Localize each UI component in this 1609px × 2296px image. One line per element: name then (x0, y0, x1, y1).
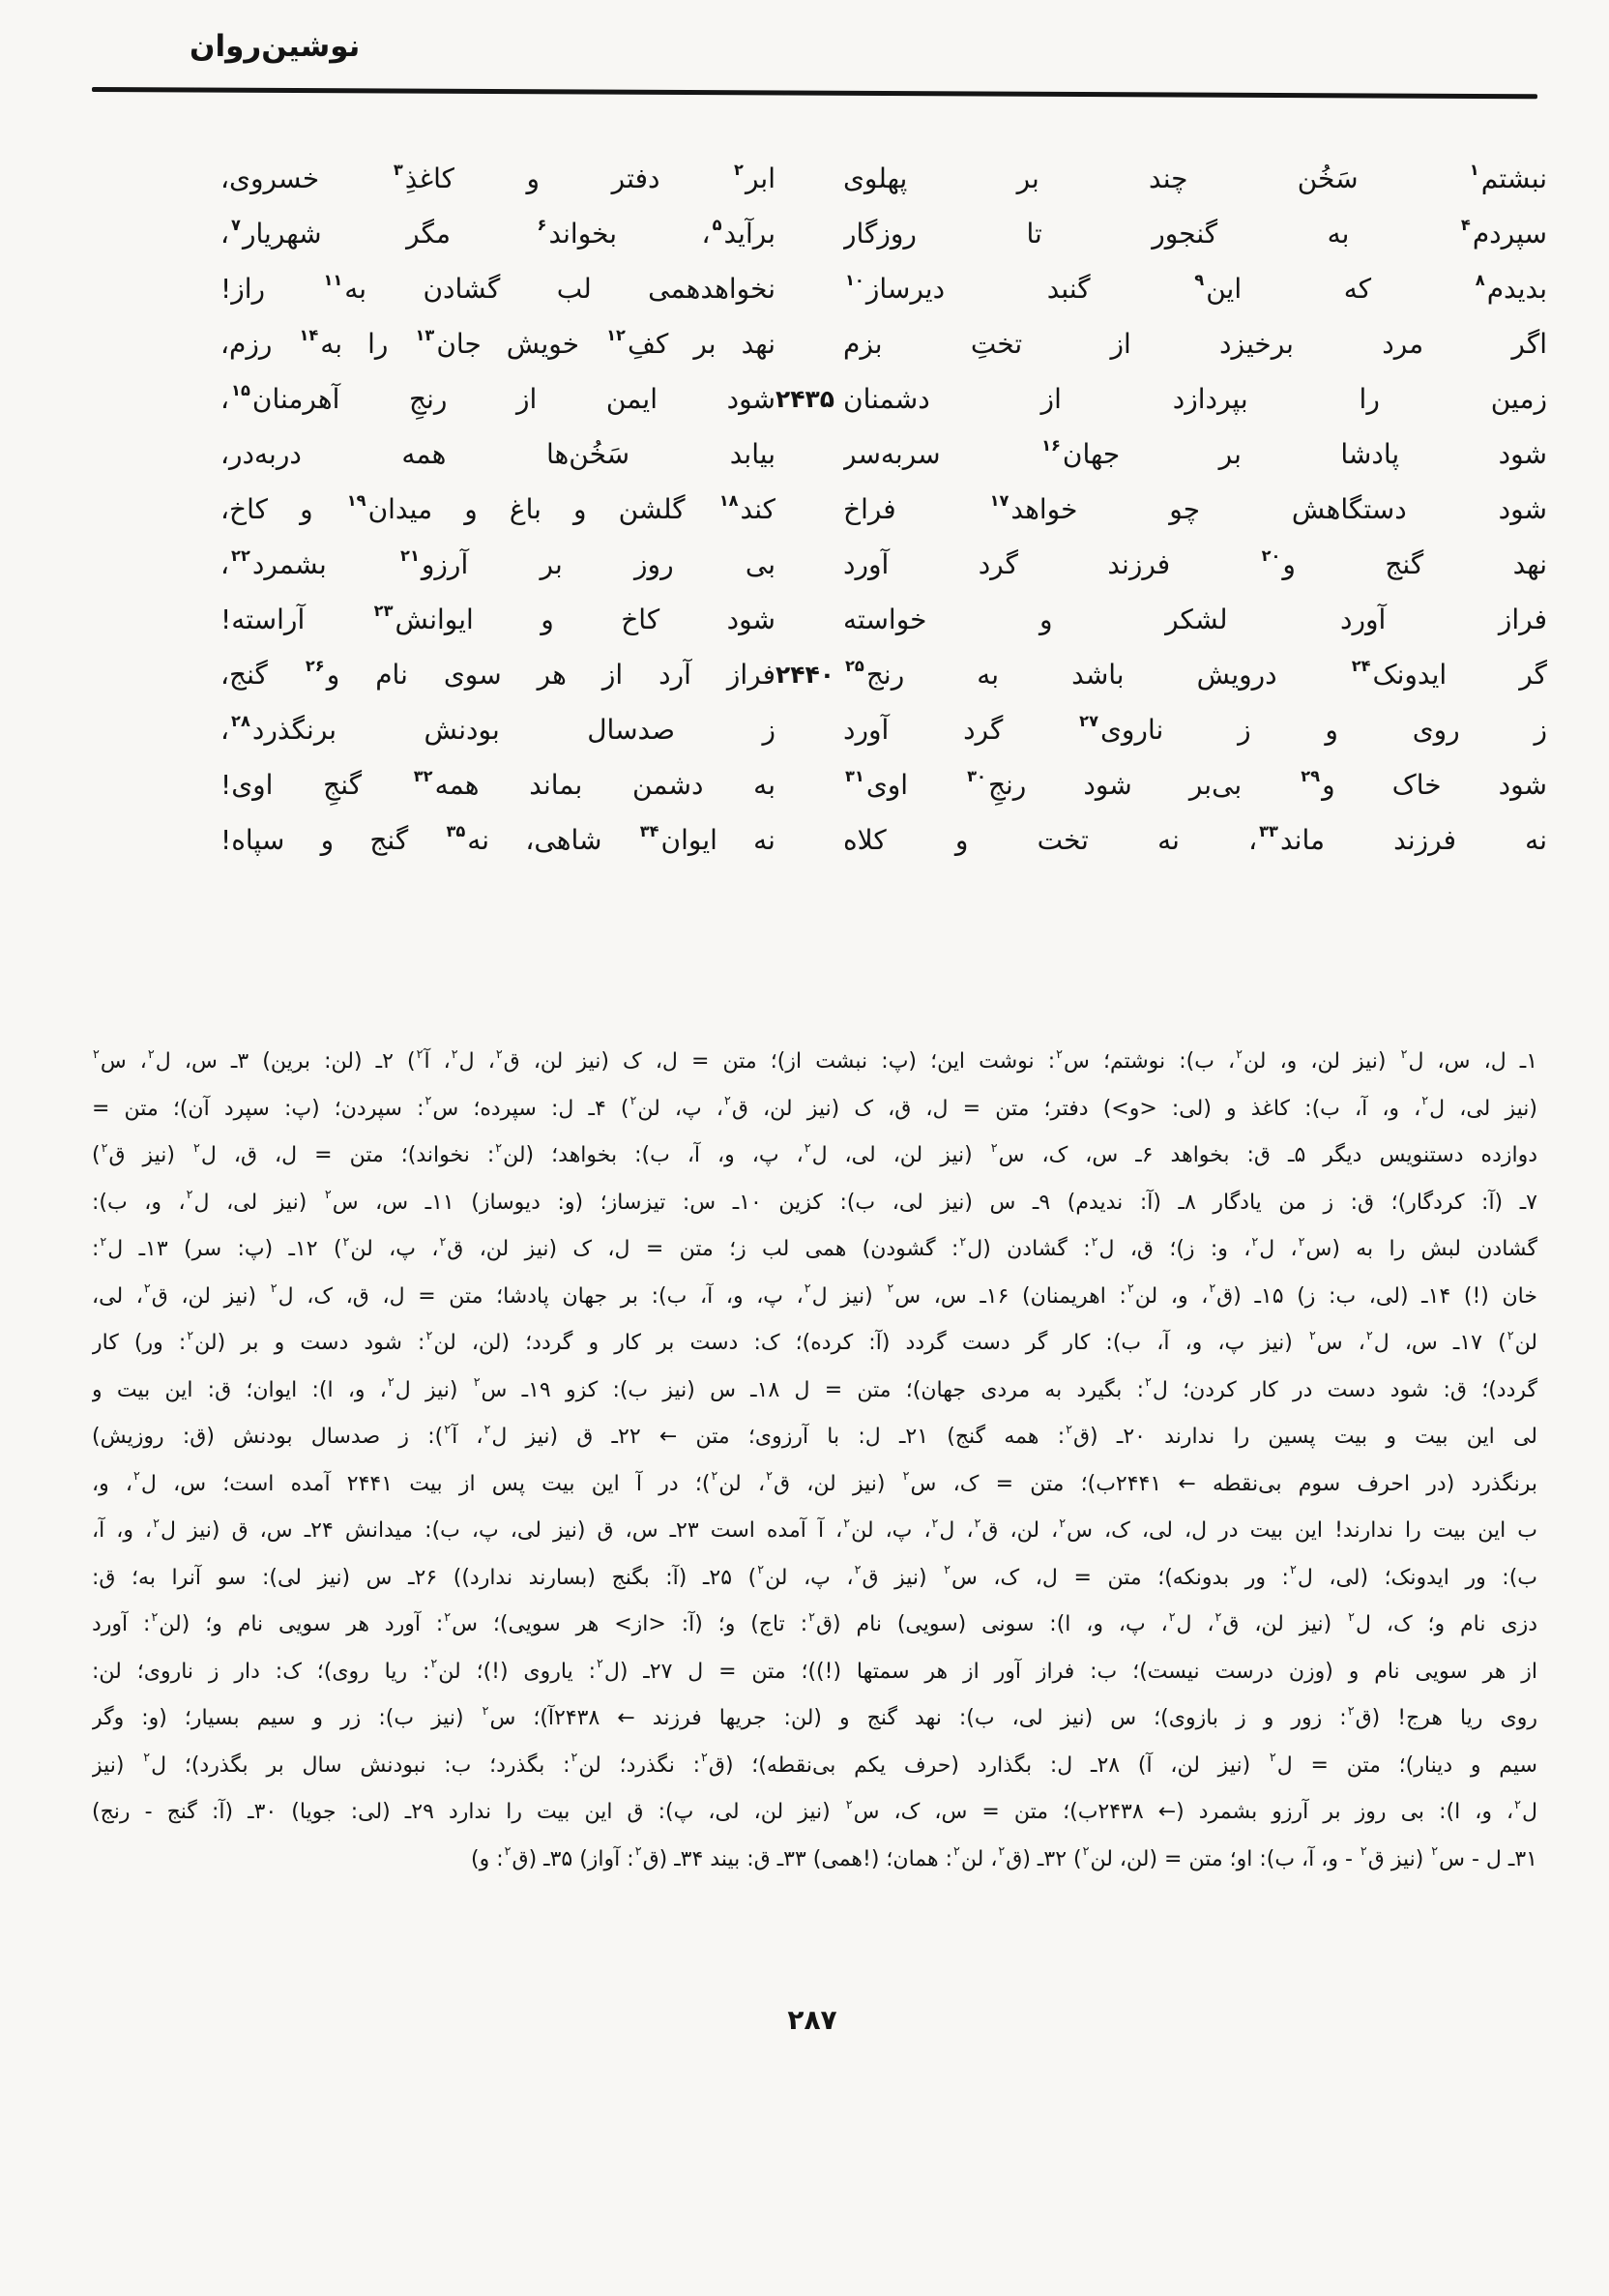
footnote-marker: ۲ (701, 1751, 708, 1766)
hemistich-second: فراز آرد از هر سوی نام و$^{۲۶}$ گنج، (220, 657, 775, 691)
footnote-marker: ۱۱ (323, 271, 343, 290)
footnote-marker: ۳۴ (639, 822, 659, 841)
footnote-marker: ۲ (723, 1094, 731, 1109)
footnote-marker: ۳۳ (1259, 822, 1278, 841)
footnote-marker: ۲ (425, 1328, 433, 1343)
footnote-marker: ۲۹ (1301, 767, 1321, 786)
footnote-marker: ۲ (974, 1516, 981, 1531)
footnote-marker: ۵ (712, 216, 722, 235)
footnote-marker: ۲ (944, 1563, 951, 1578)
footnote-marker: ۲ (845, 1797, 853, 1812)
apparatus-line: ۳۱ـ ل - س$^۲$ (نیز ق$^۲$ - و، آ، ب): او؛ متن = (لن، لن$^۲$) ۳۲ـ (ق$^۲$، لن$^۲$: همان؛ (!همی) ۳۳ـ ق: بیند ۳۴ـ (ق$^۲$: آواز) ۳۵ـ (ق$^۲$: و) (471, 1844, 1537, 1871)
footnote-marker: ۷ (231, 216, 241, 235)
footnote-marker: ۲ (1347, 1703, 1355, 1719)
footnote-marker: ۲ (953, 1844, 960, 1860)
footnote-marker: ۲ (597, 1657, 603, 1672)
footnote-marker: ۲۶ (305, 657, 325, 676)
footnote-marker: ۲ (1066, 1422, 1072, 1437)
hemistich-second: ابر$^۲$ دفتر و کاغذِ$^۳$ خسروی، (220, 161, 775, 194)
footnote-marker: ۲ (1431, 1844, 1439, 1860)
apparatus-line: ب این بیت را ندارند! این بیت در ل، لی، ک، س$^۲$، لن، ق$^۲$، ل$^۲$، پ، لن$^۲$، آ آمده است ۲۳ـ س، ق (نیز لی، پ، ب): میدانش ۲۴ـ س، ق (نیز ل$^۲$، و، آ، (92, 1516, 1537, 1543)
footnote-marker: ۱۸ (718, 491, 739, 511)
hemistich-second: برآید$^۵$، بخواند$^۶$ مگر شهریار$^۷$، (220, 216, 775, 250)
hemistich-first: شود پادشا بر جهان$^{۱۶}$ سربه‌سر (843, 436, 1547, 470)
footnote-marker: ۲ (1298, 1234, 1305, 1250)
hemistich-second: نه ایوان$^{۳۴}$ شاهی، نه$^{۳۵}$ گنج و سپاه! (220, 822, 775, 856)
footnote-marker: ۲ (504, 1844, 512, 1860)
footnote-marker: ۲ (804, 1140, 811, 1156)
apparatus-line: ۱ـ ل، س، ل$^۲$ (نیز لن، و، لن$^۲$، ب): نوشتم؛ س$^۲$: نوشت این؛ (پ: نبشت از)؛ متن = ل، ک (نیز لن، ق$^۲$، ل$^۲$، آ$^۲$) ۲ـ (لن: برین) ۳ـ س، ل$^۲$، س$^۲$ (93, 1046, 1537, 1074)
apparatus-line: برنگذرد (در احرف سوم بی‌نقطه ← ۲۴۴۱ب)؛ متن = ک، س$^۲$ (نیز لن، ق$^۲$، لن$^۲$)؛ در آ این بیت پس از بیت ۲۴۴۱ آمده است؛ س، ل$^۲$، و، (92, 1469, 1537, 1496)
footnote-marker: ۲ (570, 1751, 578, 1766)
footnote-marker: ۲ (959, 1234, 967, 1250)
footnote-marker: ۲ (1400, 1046, 1408, 1062)
hemistich-first: سپردم$^۴$ به گنجور تا روزگار (843, 216, 1547, 250)
footnote-marker: ۲ (270, 1281, 278, 1297)
header-rule (92, 87, 1537, 99)
running-title: نوشین‌روان (190, 29, 361, 64)
footnote-marker: ۶ (537, 216, 547, 235)
verse-row (220, 206, 1547, 261)
footnote-marker: ۲ (100, 1234, 107, 1250)
footnote-marker: ۲ (990, 1140, 998, 1156)
apparatus-line: گردد)؛ ق: شود دست در کار کردن؛ ل$^۲$: بگیرد به مردی جهان)؛ متن = ل ۱۸ـ س (نیز ب): کزو ۱۹ـ س$^۲$ (نیز ل$^۲$، و، ا): ایوان؛ ق: این بیت و (92, 1375, 1537, 1402)
footnote-marker: ۳ (393, 161, 403, 180)
verse-row (220, 482, 1547, 537)
verse-row (220, 702, 1547, 757)
footnote-marker: ۹ (1194, 271, 1205, 290)
footnote-marker: ۲ (416, 1046, 424, 1062)
footnote-marker: ۱۹ (346, 491, 366, 511)
footnote-marker: ۲ (1251, 1234, 1259, 1250)
hemistich-second: بیابد سَخُن‌ها همه دربه‌در، (220, 438, 775, 470)
verse-row (220, 261, 1547, 316)
hemistich-second: بی روز بر آرزو$^{۲۱}$ بشمرد$^{۲۲}$، (220, 546, 775, 580)
hemistich-second: شود کاخ و ایوانش$^{۲۳}$ آراسته! (220, 602, 775, 635)
footnote-marker: ۲ (193, 1140, 200, 1156)
hemistich-second: نهد بر کفِ$^{۱۲}$ خویش جان$^{۱۳}$ را به$^{۱۴}$ رزم، (220, 326, 775, 360)
footnote-marker: ۲ (133, 1469, 140, 1485)
footnote-marker: ۲ (1421, 1094, 1429, 1109)
apparatus-line: دوازده دستنویس دیگر ۵ـ ق: بخواهد ۶ـ س، ک، س$^۲$ (نیز لن، لی، ل$^۲$، پ، و، آ، ب): بخواهد؛ (لن$^۲$: نخواند)؛ متن = ل، ق، ل$^۲$ (نیز ق$^۲$) (92, 1140, 1537, 1167)
footnote-marker: ۱۶ (1041, 436, 1061, 456)
footnote-marker: ۲ (495, 1140, 503, 1156)
footnote-marker: ۱۴ (299, 326, 319, 345)
footnote-marker: ۲ (734, 161, 744, 180)
hemistich-first: شود خاک و$^{۲۹}$ بی‌بر شود رنجِ$^{۳۰}$ اوی$^{۳۱}$ (845, 767, 1547, 801)
hemistich-second: شود ایمن از رنجِ آهرمنان$^{۱۵}$، (220, 381, 775, 415)
footnote-marker: ۳۰ (967, 767, 986, 786)
footnote-marker: ۲ (1056, 1046, 1064, 1062)
footnote-marker: ۲ (902, 1469, 910, 1485)
verse-row (220, 757, 1547, 812)
footnote-marker: ۲ (843, 1516, 851, 1531)
verse-number: ۲۴۳۵ (775, 385, 835, 413)
apparatus-line: خان (!) ۱۴ـ (لی، ب: ز) ۱۵ـ (ق$^۲$، و، لن$^۲$: اهریمنان) ۱۶ـ س، س$^۲$ (نیز ل$^۲$، پ، و، آ، ب): بر جهان پادشا؛ متن = ل، ق، ک، ل$^۲$ (نیز لن، ق$^۲$، لی، (92, 1281, 1537, 1309)
verse-row (220, 812, 1547, 868)
footnote-marker: ۱۷ (989, 491, 1009, 511)
footnote-marker: ۲ (1507, 1328, 1514, 1343)
hemistich-second: نخواهدهمی لب گشادن به$^{۱۱}$ راز! (220, 271, 775, 305)
footnote-marker: ۲ (444, 1422, 452, 1437)
hemistich-second: به دشمن بماند همه$^{۳۲}$ گنجِ اوی! (220, 767, 775, 801)
apparatus-line: ب): ور ایدونک؛ (لی، ل$^۲$: ور بدونکه)؛ متن = ل، ک، س$^۲$ (نیز ق$^۲$، پ، لن$^۲$) ۲۵ـ (آ: بگنج (بسارند ندارد)) ۲۶ـ س (نیز لی): سو آنرا به؛ ق: (92, 1563, 1537, 1590)
hemistich-first: شود دستگاهش چو خواهد$^{۱۷}$ فراخ (843, 491, 1547, 525)
verse-row (220, 592, 1547, 647)
footnote-marker: ۱۵ (231, 381, 250, 400)
hemistich-first: نهد گنج و$^{۲۰}$ فرزند گرد آورد (843, 546, 1547, 580)
footnote-marker: ۲ (439, 1234, 447, 1250)
footnote-marker: ۲ (147, 1046, 155, 1062)
apparatus-line: لی این بیت و بیت پسین را ندارند ۲۰ـ (ق$^۲$: همه گنج) ۲۱ـ ل: با آرزوی؛ متن ← ۲۲ـ ق (نیز ل$^۲$، آ$^۲$): ز صدسال بودنش (ق: روزیش) (92, 1422, 1537, 1449)
footnote-marker: ۲ (483, 1422, 491, 1437)
footnote-marker: ۲۱ (400, 546, 420, 566)
footnote-marker: ۲ (887, 1281, 894, 1297)
footnote-marker: ۲ (153, 1516, 160, 1531)
footnote-marker: ۲ (187, 1328, 194, 1343)
hemistich-first: زمین را بپردازد از دشمنان (843, 383, 1547, 415)
verse-row (220, 647, 1547, 702)
footnote-marker: ۲ (143, 1281, 151, 1297)
apparatus-line: سیم و دینار)؛ متن = ل$^۲$ (نیز لن، آ) ۲۸ـ ل: بگذارد (حرف یکم بی‌نقطه)؛ (ق$^۲$: نگذرد؛ لن$^۲$: بگذرد؛ ب: نبودنش سال بر بگذرد)؛ ل$^۲$ (نیز (92, 1751, 1537, 1778)
verse-row (220, 427, 1547, 482)
footnote-marker: ۲ (629, 1094, 637, 1109)
hemistich-first: نه فرزند ماند$^{۳۳}$، نه تخت و کلاه (843, 822, 1547, 856)
footnote-marker: ۱ (1469, 161, 1479, 180)
footnote-marker: ۲ (1082, 1844, 1090, 1860)
page-number: ۲۸۷ (787, 2004, 837, 2036)
footnote-marker: ۳۵ (446, 822, 466, 841)
hemistich-first: نبشتم$^۱$ سَخُن چند بر پهلوی (843, 161, 1547, 194)
footnote-marker: ۱۳ (415, 326, 435, 345)
footnote-marker: ۲ (151, 1609, 159, 1625)
footnote-marker: ۲ (430, 1657, 438, 1672)
footnote-marker: ۲ (1059, 1516, 1067, 1531)
footnote-marker: ۲ (482, 1703, 489, 1719)
footnote-marker: ۲۲ (231, 546, 250, 566)
footnote-marker: ۲۰ (1261, 546, 1281, 566)
hemistich-second: کند$^{۱۸}$ گلشن و باغ و میدان$^{۱۹}$ و کاخ، (220, 491, 775, 525)
apparatus-line: گشادن لبش را به (س$^۲$، ل$^۲$، و: ز)؛ ق، ل$^۲$: گشادن (ل$^۲$: گشودن) همی لب ز؛ متن = ل، ک (نیز لن، ق$^۲$، پ، لن$^۲$) ۱۲ـ (پ: سر) ۱۳ـ ل$^۲$: (92, 1234, 1537, 1261)
hemistich-first: بدیدم$^۸$ که این$^۹$ گنبد دیرساز$^{۱۰}$ (845, 271, 1547, 305)
apparatus-line: لن$^۲$) ۱۷ـ س، ل$^۲$، س$^۲$ (نیز پ، و، آ، ب): کار گر دست گردد (آ: کرده)؛ ک: دست بر کار و گردد؛ (لن، لن$^۲$: شود دست و بر (لن$^۲$: ور) کار (92, 1328, 1537, 1355)
footnote-marker: ۲ (1145, 1375, 1152, 1391)
footnote-marker: ۳۱ (845, 767, 864, 786)
verse-row (220, 316, 1547, 371)
footnote-marker: ۲ (634, 1844, 642, 1860)
footnote-marker: ۲ (854, 1563, 862, 1578)
footnote-marker: ۲ (101, 1140, 108, 1156)
apparatus-line: دزی نام و؛ ک، ل$^۲$ (نیز لن، ق$^۲$، ل$^۲$، پ، و، ا): سونی (سویی) نام (ق$^۲$: تاج) و؛ (آ: <از> هر سویی)؛ س$^۲$: آورد هر سویی نام و؛ (لن$^۲$: آورد (92, 1609, 1537, 1636)
footnote-marker: ۲ (1126, 1281, 1134, 1297)
footnote-marker: ۲ (1214, 1609, 1222, 1625)
poem (220, 151, 1547, 868)
footnote-marker: ۲ (424, 1094, 432, 1109)
footnote-marker: ۲ (444, 1609, 452, 1625)
footnote-marker: ۲ (387, 1375, 395, 1391)
footnote-marker: ۲ (1348, 1609, 1355, 1625)
footnote-marker: ۲ (143, 1751, 151, 1766)
footnote-marker: ۲ (1360, 1844, 1367, 1860)
footnote-marker: ۲۴ (1351, 657, 1371, 676)
footnote-marker: ۲ (324, 1188, 332, 1203)
footnote-marker: ۲ (473, 1375, 481, 1391)
footnote-marker: ۲ (766, 1469, 773, 1485)
footnote-marker: ۲ (1365, 1328, 1373, 1343)
footnote-marker: ۲ (804, 1281, 811, 1297)
verse-number: ۲۴۴۰ (775, 661, 835, 689)
verse-row (220, 537, 1547, 592)
apparatus-line: (نیز لی، ل$^۲$، و، آ، ب): کاغذ و (لی: <و>) دفتر؛ متن = ل، ق، ک (نیز لن، ق$^۲$، پ، لن$^۲$) ۴ـ ل: سپرده؛ س$^۲$: سپردن؛ (پ: سپرد آن)؛ متن = (92, 1094, 1537, 1121)
footnote-marker: ۲ (342, 1234, 350, 1250)
footnote-marker: ۲ (1514, 1797, 1522, 1812)
hemistich-first: اگر مرد برخیزد از تختِ بزم (843, 328, 1547, 360)
footnote-marker: ۴ (1460, 216, 1471, 235)
apparatus-line: ۷ـ (آ: کردگار)؛ ق: ز من یادگار ۸ـ (آ: ندیدم) ۹ـ س (نیز لی، ب): کزین ۱۰ـ س: تیزساز؛ (و: دیوساز) ۱۱ـ س، س$^۲$ (نیز لی، ل$^۲$، و، ب): (92, 1188, 1537, 1215)
footnote-marker: ۲ (808, 1609, 815, 1625)
footnote-marker: ۲ (931, 1516, 939, 1531)
footnote-marker: ۲ (1209, 1281, 1216, 1297)
footnote-marker: ۲ (1289, 1563, 1297, 1578)
apparatus-line: ل$^۲$، و، ا): بی روز بر آرزو بشمرد (← ۲۴۳۸ب)؛ متن = س، ک، س$^۲$ (نیز لن، لی، پ): ق این بیت را ندارد ۲۹ـ (لی: جویا) ۳۰ـ (آ: گنج - رنج) (92, 1797, 1537, 1824)
hemistich-second: ز صدسال بودنش برنگذرد$^{۲۸}$، (220, 712, 775, 746)
hemistich-first: ز روی و ز ناروی$^{۲۷}$ گرد آورد (843, 712, 1547, 746)
footnote-marker: ۲ (757, 1563, 765, 1578)
verse-row (220, 371, 1547, 427)
footnote-marker: ۲ (495, 1046, 503, 1062)
footnote-marker: ۱۲ (606, 326, 626, 345)
apparatus-line: از هر سویی نام و (وزن درست نیست)؛ ب: فراز آور از هر سمتها (!))؛ متن = ل ۲۷ـ (ل$^۲$: یاروی (!)؛ لن$^۲$: ریا روی)؛ ک: دار ز ناروی؛ لن: (92, 1657, 1537, 1684)
footnote-marker: ۲ (186, 1188, 193, 1203)
footnote-marker: ۱۰ (845, 271, 864, 290)
footnote-marker: ۲ (998, 1844, 1006, 1860)
footnote-marker: ۲۷ (1079, 712, 1098, 731)
footnote-marker: ۲ (451, 1046, 458, 1062)
footnote-marker: ۸ (1475, 271, 1485, 290)
footnote-marker: ۲ (1269, 1751, 1276, 1766)
footnote-marker: ۲۸ (231, 712, 250, 731)
footnote-marker: ۲ (93, 1046, 100, 1062)
footnote-marker: ۲۵ (845, 657, 864, 676)
footnote-marker: ۲ (1168, 1609, 1176, 1625)
apparatus-line: روی ریا هرج! (ق$^۲$: زور و ز بازوی)؛ س (نیز لی، ب): نهد گنج و (لن: جریها فرزند ← ۲۴۳۸آ)؛ س$^۲$ (نیز ب): زر و سیم بسیار؛ (و: وگر (92, 1703, 1537, 1730)
hemistich-first: گر ایدونک$^{۲۴}$ درویش باشد به رنج$^{۲۵}$ (845, 657, 1547, 691)
footnote-marker: ۳۲ (413, 767, 433, 786)
footnote-marker: ۲ (1308, 1328, 1316, 1343)
footnote-marker: ۲۳ (373, 602, 394, 621)
verse-row (220, 151, 1547, 206)
footnote-marker: ۲ (711, 1469, 718, 1485)
critical-apparatus (92, 1039, 1537, 1883)
footnote-marker: ۲ (1091, 1234, 1098, 1250)
footnote-marker: ۲ (1236, 1046, 1243, 1062)
hemistich-first: فراز آورد لشکر و خواسته (843, 603, 1547, 635)
